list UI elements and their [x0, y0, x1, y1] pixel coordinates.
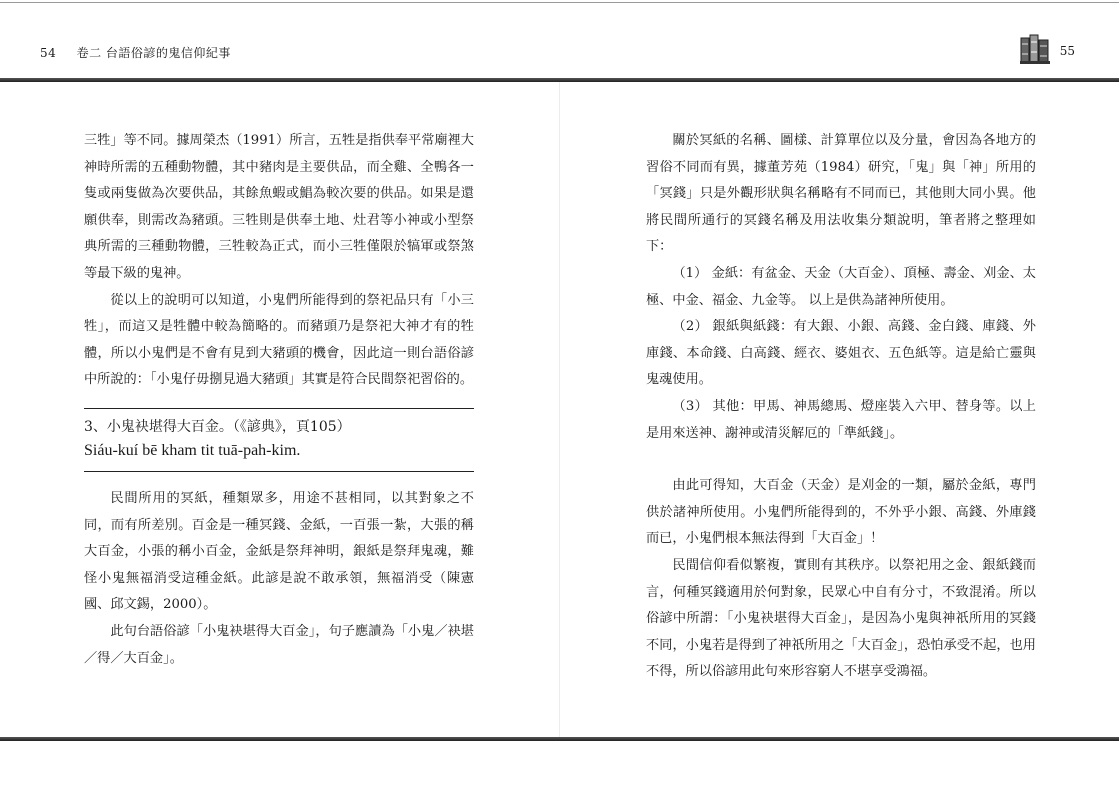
left-paragraph-2: 從以上的說明可以知道，小鬼們所能得到的祭祀品只有「小三牲」，而這又是牲體中較為簡略的。而豬頭乃是祭祀大神才有的牲體，所以小鬼們是不會有見到大豬頭的機會，因此這一則台語俗諺中所說的：「小鬼仔毋捌見過大豬頭」其實是符合民間祭祀習俗的。: [84, 292, 474, 388]
book-spine: [559, 82, 560, 737]
right-paragraph-2: 由此可得知，大百金（天金）是刈金的一類，屬於金紙，專門供於諸神所使用。小鬼們所能得到的，不外乎小銀、高錢、外庫錢而已，小鬼們根本無法得到「大百金」！: [646, 478, 1036, 547]
footer-rule: [0, 737, 1119, 741]
left-page-header: [40, 44, 231, 61]
list-item-2: （2） 銀紙與紙錢：有大銀、小銀、高錢、金白錢、庫錢、外庫錢、本命錢、白高錢、經衣、婆姐衣、五色紙等。這是給亡靈與鬼魂使用。: [646, 319, 1036, 388]
list-item-1: （1） 金紙：有盆金、天金（大百金）、頂極、壽金、刈金、太極、中金、福金、九金等。 以上是供為諸神所使用。: [646, 265, 1036, 308]
proverb-heading: 3、小鬼袂堪得大百金。（《諺典》，頁105）: [84, 418, 351, 435]
left-paragraph-4: 此句台語俗諺「小鬼袂堪得大百金」，句子應讀為「小鬼／袂堪／得／大百金」。: [84, 623, 474, 666]
right-paragraph-3: 民間信仰看似繁複，實則有其秩序。以祭祀用之金、銀紙錢而言，何種冥錢適用於何對象，民眾心中自有分寸，不致混淆。所以俗諺中所謂：「小鬼袂堪得大百金」，是因為小鬼與神祇所用的冥錢不同，小鬼若是得到了神祇所用之「大百金」，恐怕承受不起，也用不得，所以俗諺用此句來形容窮人不堪享受鴻福。: [646, 557, 1036, 680]
left-page-number: 54: [40, 46, 57, 60]
left-paragraph-3: 民間所用的冥紙，種類眾多，用途不甚相同，以其對象之不同，而有所差別。百金是一種冥錢、金紙，一百張一紮，大張的稱大百金，小張的稱小百金，金紙是祭拜神明，銀紙是祭拜鬼魂，難怪小鬼無福消受這種金紙。此諺是說不敢承領，無福消受（陳憲國、邱文錫，2000）。: [84, 490, 474, 613]
running-title: 卷二 台語俗諺的鬼信仰紀事: [76, 46, 231, 60]
right-page-body: [646, 128, 1036, 686]
section-rule-top: [84, 408, 474, 409]
books-icon: [1020, 32, 1050, 64]
proverb-romanization: Siáu-kuí bē kham tit tuā-pah-kim.: [84, 441, 301, 459]
left-paragraph-1: 三牲」等不同。據周榮杰（1991）所言，五牲是指供奉平常廟裡大神時所需的五種動物體，其中豬肉是主要供品，而全雞、全鴨各一隻或兩隻做為次要供品，其餘魚蝦或鯧為較次要的供品。如果是還願供奉，則需改為豬頭。三牲則是供奉土地、灶君等小神或小型祭典所需的三種動物體，三牲較為正式，而小三牲僅限於犒軍或祭煞等最下級的鬼神。: [84, 133, 474, 281]
list-item-3: （3） 其他：甲馬、神馬總馬、燈座裝入六甲、替身等。以上是用來送神、謝神或清災解厄的「準紙錢」。: [646, 398, 1036, 441]
right-page-number: 55: [1059, 44, 1075, 58]
left-page-body: [84, 128, 474, 672]
right-paragraph-1: 關於冥紙的名稱、圖樣、計算單位以及分量，會因為各地方的習俗不同而有異，據董芳苑（1984）研究，「鬼」與「神」所用的「冥錢」只是外觀形狀與名稱略有不同而已，其他則大同小異。他將民間所通行的冥錢名稱及用法收集分類說明，筆者將之整理如下：: [646, 133, 1036, 255]
top-border-line: [0, 2, 1119, 3]
